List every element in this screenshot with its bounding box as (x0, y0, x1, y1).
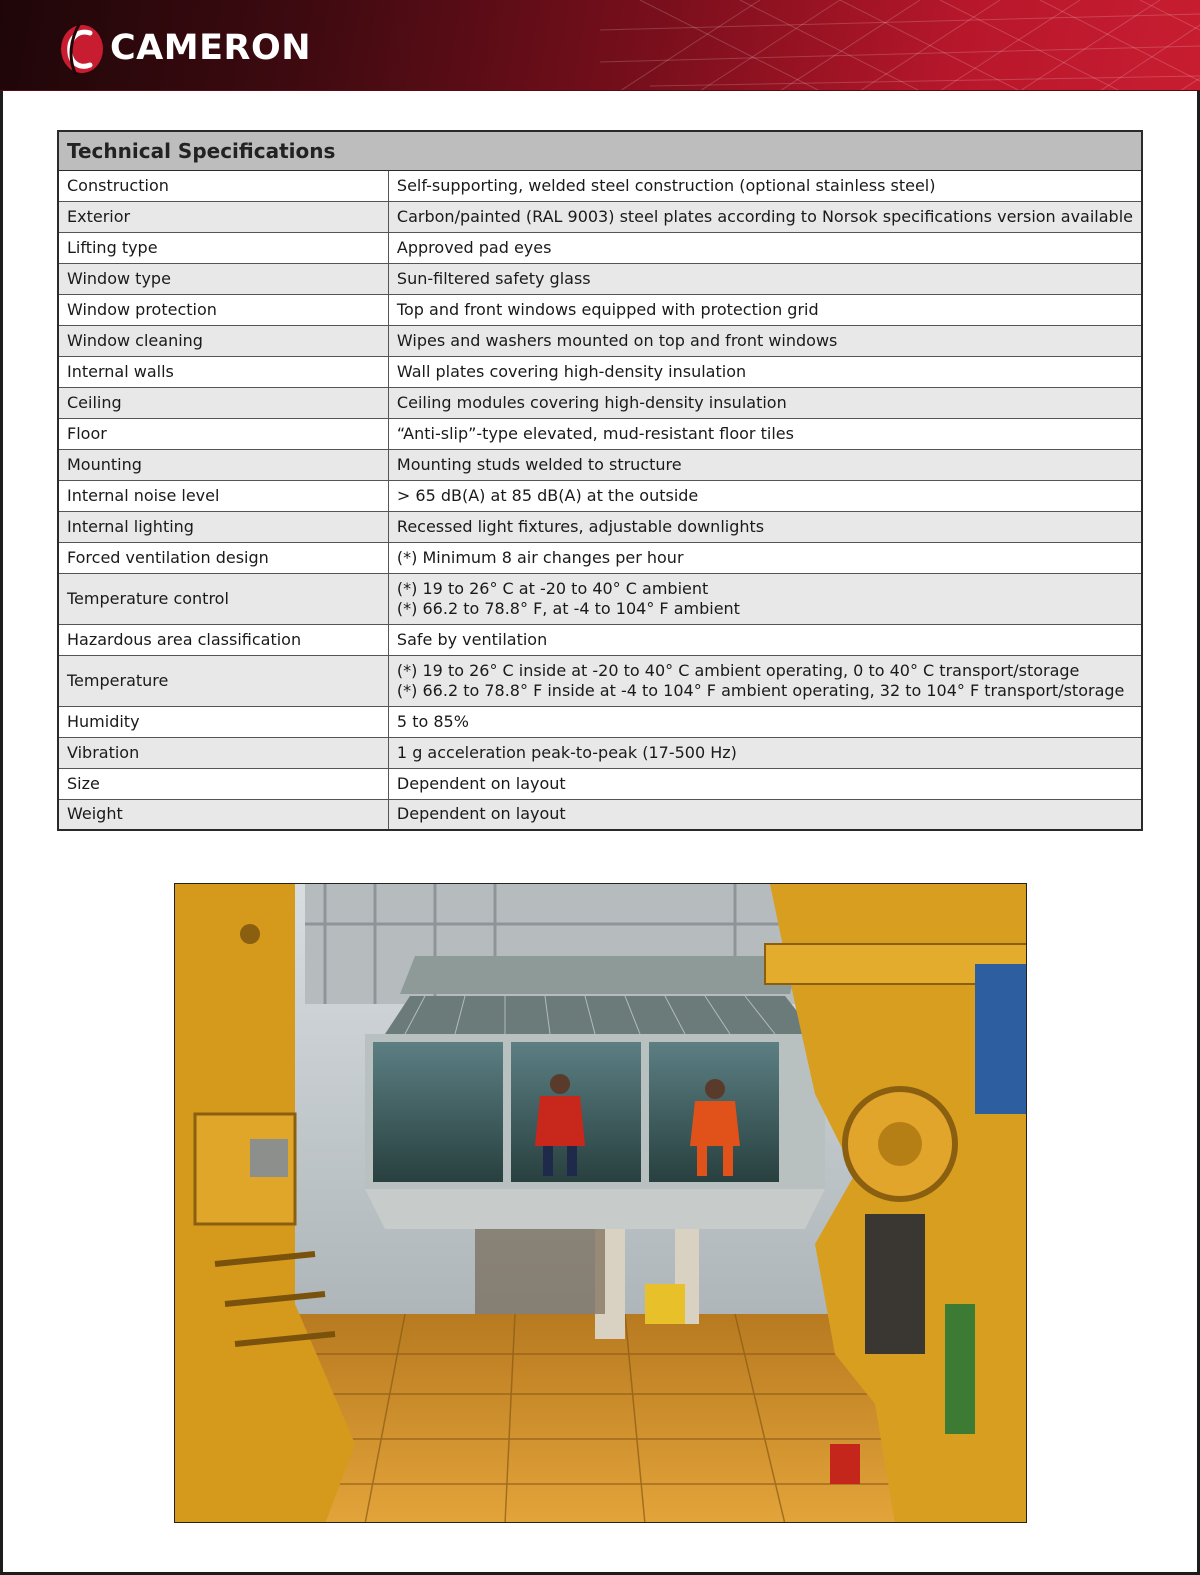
spec-label: Hazardous area classification (58, 624, 388, 655)
control-cabin-photo (174, 883, 1027, 1523)
spec-value (388, 294, 1142, 325)
spec-label: Temperature (58, 655, 388, 706)
spec-value-line: (*) 66.2 to 78.8° F inside at -4 to 104° F ambient operating, 32 to 104° F transport/storage (396, 680, 1125, 700)
spec-value-line: Approved pad eyes (396, 237, 552, 257)
spec-value-line: Wall plates covering high-density insulation (396, 361, 747, 381)
spec-label: Weight (58, 799, 388, 830)
spec-label: Temperature control (58, 573, 388, 624)
spec-value-line: “Anti-slip”-type elevated, mud-resistant floor tiles (396, 423, 794, 443)
spec-value-line: (*) 66.2 to 78.8° F, at -4 to 104° F ambient (396, 598, 740, 618)
spec-label: Window cleaning (58, 325, 388, 356)
spec-value-line: Carbon/painted (RAL 9003) steel plates according to Norsok specifications version available (396, 206, 1133, 226)
spec-value-line: Wipes and washers mounted on top and front windows (396, 330, 838, 350)
table-row (58, 201, 1142, 232)
spec-value-line: Recessed light fixtures, adjustable downlights (396, 516, 765, 536)
spec-rows (58, 170, 1142, 830)
spec-label: Floor (58, 418, 388, 449)
table-row (58, 418, 1142, 449)
spec-value-line: (*) 19 to 26° C inside at -20 to 40° C ambient operating, 0 to 40° C transport/storage (396, 660, 1080, 680)
spec-value-line: Self-supporting, welded steel construction (optional stainless steel) (396, 175, 936, 195)
spec-label: Internal walls (58, 356, 388, 387)
spec-value (388, 768, 1142, 799)
spec-label: Mounting (58, 449, 388, 480)
table-row (58, 294, 1142, 325)
spec-value (388, 449, 1142, 480)
spec-value (388, 232, 1142, 263)
table-row (58, 706, 1142, 737)
spec-value-line: (*) Minimum 8 air changes per hour (396, 547, 684, 567)
table-row (58, 170, 1142, 201)
spec-value-line: Sun-filtered safety glass (396, 268, 591, 288)
spec-label: Window type (58, 263, 388, 294)
spec-value-line: > 65 dB(A) at 85 dB(A) at the outside (396, 485, 699, 505)
spec-value (388, 170, 1142, 201)
spec-value (388, 418, 1142, 449)
spec-value (388, 655, 1142, 706)
spec-value-line: Mounting studs welded to structure (396, 454, 682, 474)
spec-label: Forced ventilation design (58, 542, 388, 573)
spec-label: Size (58, 768, 388, 799)
spec-value (388, 325, 1142, 356)
spec-value-line: 5 to 85% (396, 711, 469, 731)
table-row (58, 624, 1142, 655)
spec-value (388, 737, 1142, 768)
table-row (58, 387, 1142, 418)
spec-value (388, 511, 1142, 542)
spec-value-line: Top and front windows equipped with protection grid (396, 299, 819, 319)
spec-value (388, 387, 1142, 418)
table-row (58, 737, 1142, 768)
spec-value-line: Dependent on layout (396, 773, 566, 793)
table-row (58, 449, 1142, 480)
table-row (58, 573, 1142, 624)
spec-label: Lifting type (58, 232, 388, 263)
spec-label: Humidity (58, 706, 388, 737)
table-row (58, 480, 1142, 511)
drill-floor-cabin-image (175, 884, 1027, 1523)
table-row (58, 356, 1142, 387)
cameron-logo (56, 18, 311, 78)
spec-value-line: Ceiling modules covering high-density insulation (396, 392, 787, 412)
table-row (58, 263, 1142, 294)
spec-label: Internal lighting (58, 511, 388, 542)
spec-value (388, 201, 1142, 232)
spec-value-line: 1 g acceleration peak-to-peak (17-500 Hz) (396, 742, 737, 762)
technical-specifications-table (57, 130, 1143, 831)
spec-value (388, 542, 1142, 573)
table-title: Technical Specifications (58, 131, 1142, 170)
spec-value-line: (*) 19 to 26° C at -20 to 40° C ambient (396, 578, 709, 598)
spec-label: Ceiling (58, 387, 388, 418)
spec-value-line: Dependent on layout (396, 804, 566, 824)
spec-label: Vibration (58, 737, 388, 768)
table-row (58, 655, 1142, 706)
brand-name: CAMERON (110, 27, 312, 68)
spec-value (388, 624, 1142, 655)
cameron-c-logo-icon (56, 19, 106, 77)
spec-value (388, 263, 1142, 294)
spec-label: Construction (58, 170, 388, 201)
spec-label: Internal noise level (58, 480, 388, 511)
spec-value (388, 480, 1142, 511)
page-header-banner (0, 0, 1200, 91)
spec-label: Window protection (58, 294, 388, 325)
table-row (58, 542, 1142, 573)
spec-value (388, 356, 1142, 387)
spec-value (388, 573, 1142, 624)
table-row (58, 232, 1142, 263)
spec-value-line: Safe by ventilation (396, 629, 548, 649)
spec-value (388, 706, 1142, 737)
spec-value (388, 799, 1142, 830)
spec-label: Exterior (58, 201, 388, 232)
table-row (58, 325, 1142, 356)
table-row (58, 768, 1142, 799)
table-row (58, 511, 1142, 542)
table-row (58, 799, 1142, 830)
